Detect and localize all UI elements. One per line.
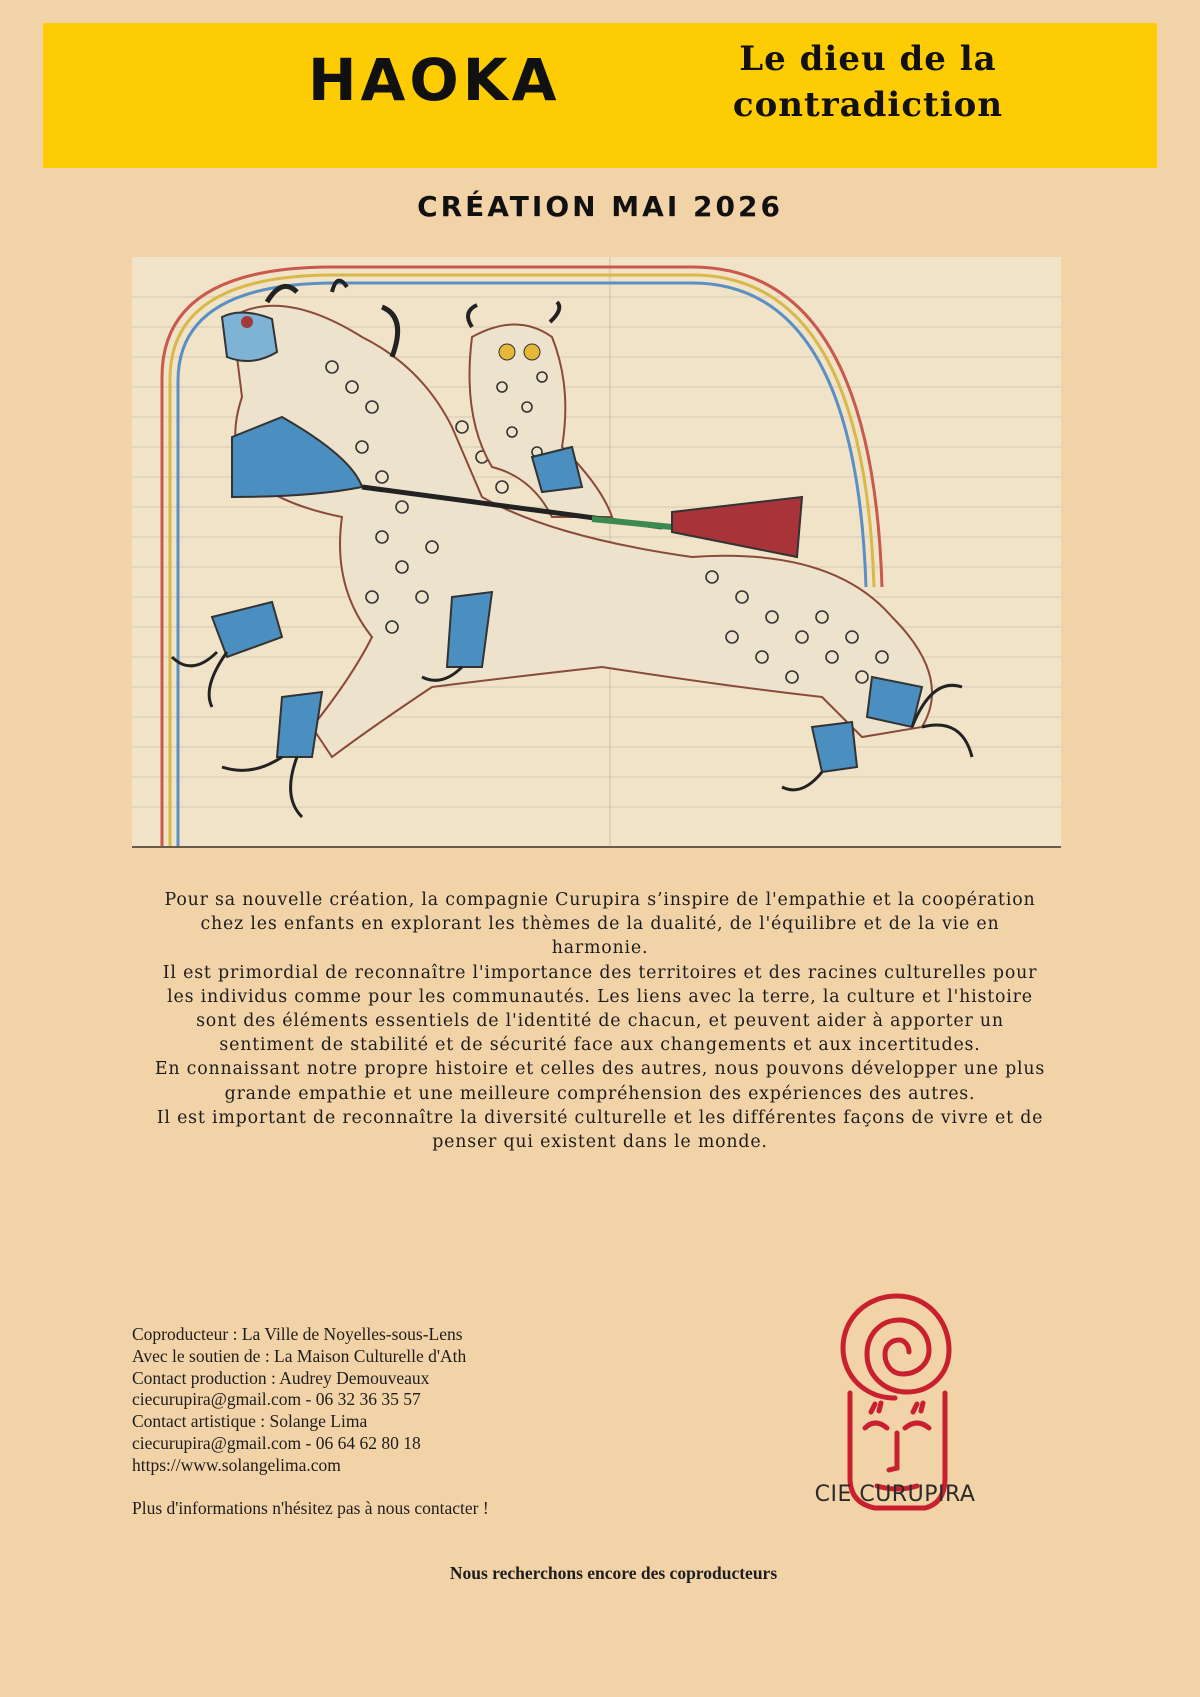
page-title: HAOKA (308, 46, 561, 114)
credits-block (132, 1324, 692, 1520)
description-text (150, 888, 1050, 1154)
website-link[interactable]: https://www.solangelima.com (132, 1454, 341, 1475)
company-logo-name: CIE CURUPIRA (814, 1482, 976, 1507)
contact-production-line: Contact production : Audrey Demouveaux (132, 1367, 430, 1388)
description-paragraph-2: Il est primordial de reconnaître l'importance des territoires et des racines culturelles pour les individus comme pour les communautés. Les liens avec la terre, la culture et l'histoire sont des éléments essentiels de l'identité de chacun, et peuvent aider à apporter un sentiment de stabilité et de sécurité face aux changements et aux incertitudes. (162, 962, 1038, 1056)
title-banner (43, 23, 1157, 168)
coproducteur-line: Coproducteur : La Ville de Noyelles-sous-Lens (132, 1324, 463, 1344)
horned-creature-drawing (132, 257, 1061, 846)
description-paragraph-1: Pour sa nouvelle création, la compagnie Curupira s’inspire de l'empathie et la coopération chez les enfants en explorant les thèmes de la dualité, de l'équilibre et de la vie en harmonie. (164, 890, 1036, 959)
contact-artistique-info[interactable]: ciecurupira@gmail.com - 06 64 62 80 18 (132, 1432, 421, 1453)
more-info-line: Plus d'informations n'hésitez pas à nous contacter ! (132, 1498, 489, 1519)
creation-date-heading: CRÉATION MAI 2026 (417, 190, 783, 223)
footer-note: Nous recherchons encore des coproducteurs (449, 1563, 778, 1583)
subtitle-line-2: contradiction (732, 85, 1004, 125)
ledger-drawing-illustration (132, 257, 1061, 848)
subtitle-line-1: Le dieu de la (739, 39, 997, 79)
page-subtitle (713, 36, 1023, 128)
description-paragraph-4: Il est important de reconnaître la diversité culturelle et les différentes façons de vivre et de penser qui existent dans le monde. (156, 1107, 1044, 1153)
contact-artistique-line: Contact artistique : Solange Lima (132, 1411, 368, 1432)
contact-production-info[interactable]: ciecurupira@gmail.com - 06 32 36 35 57 (132, 1389, 421, 1410)
soutien-line: Avec le soutien de : La Maison Culturelle d'Ath (132, 1345, 467, 1366)
description-paragraph-3: En connaissant notre propre histoire et celles des autres, nous pouvons développer une plus grande empathie et une meilleure compréhension des expériences des autres. (154, 1059, 1046, 1104)
